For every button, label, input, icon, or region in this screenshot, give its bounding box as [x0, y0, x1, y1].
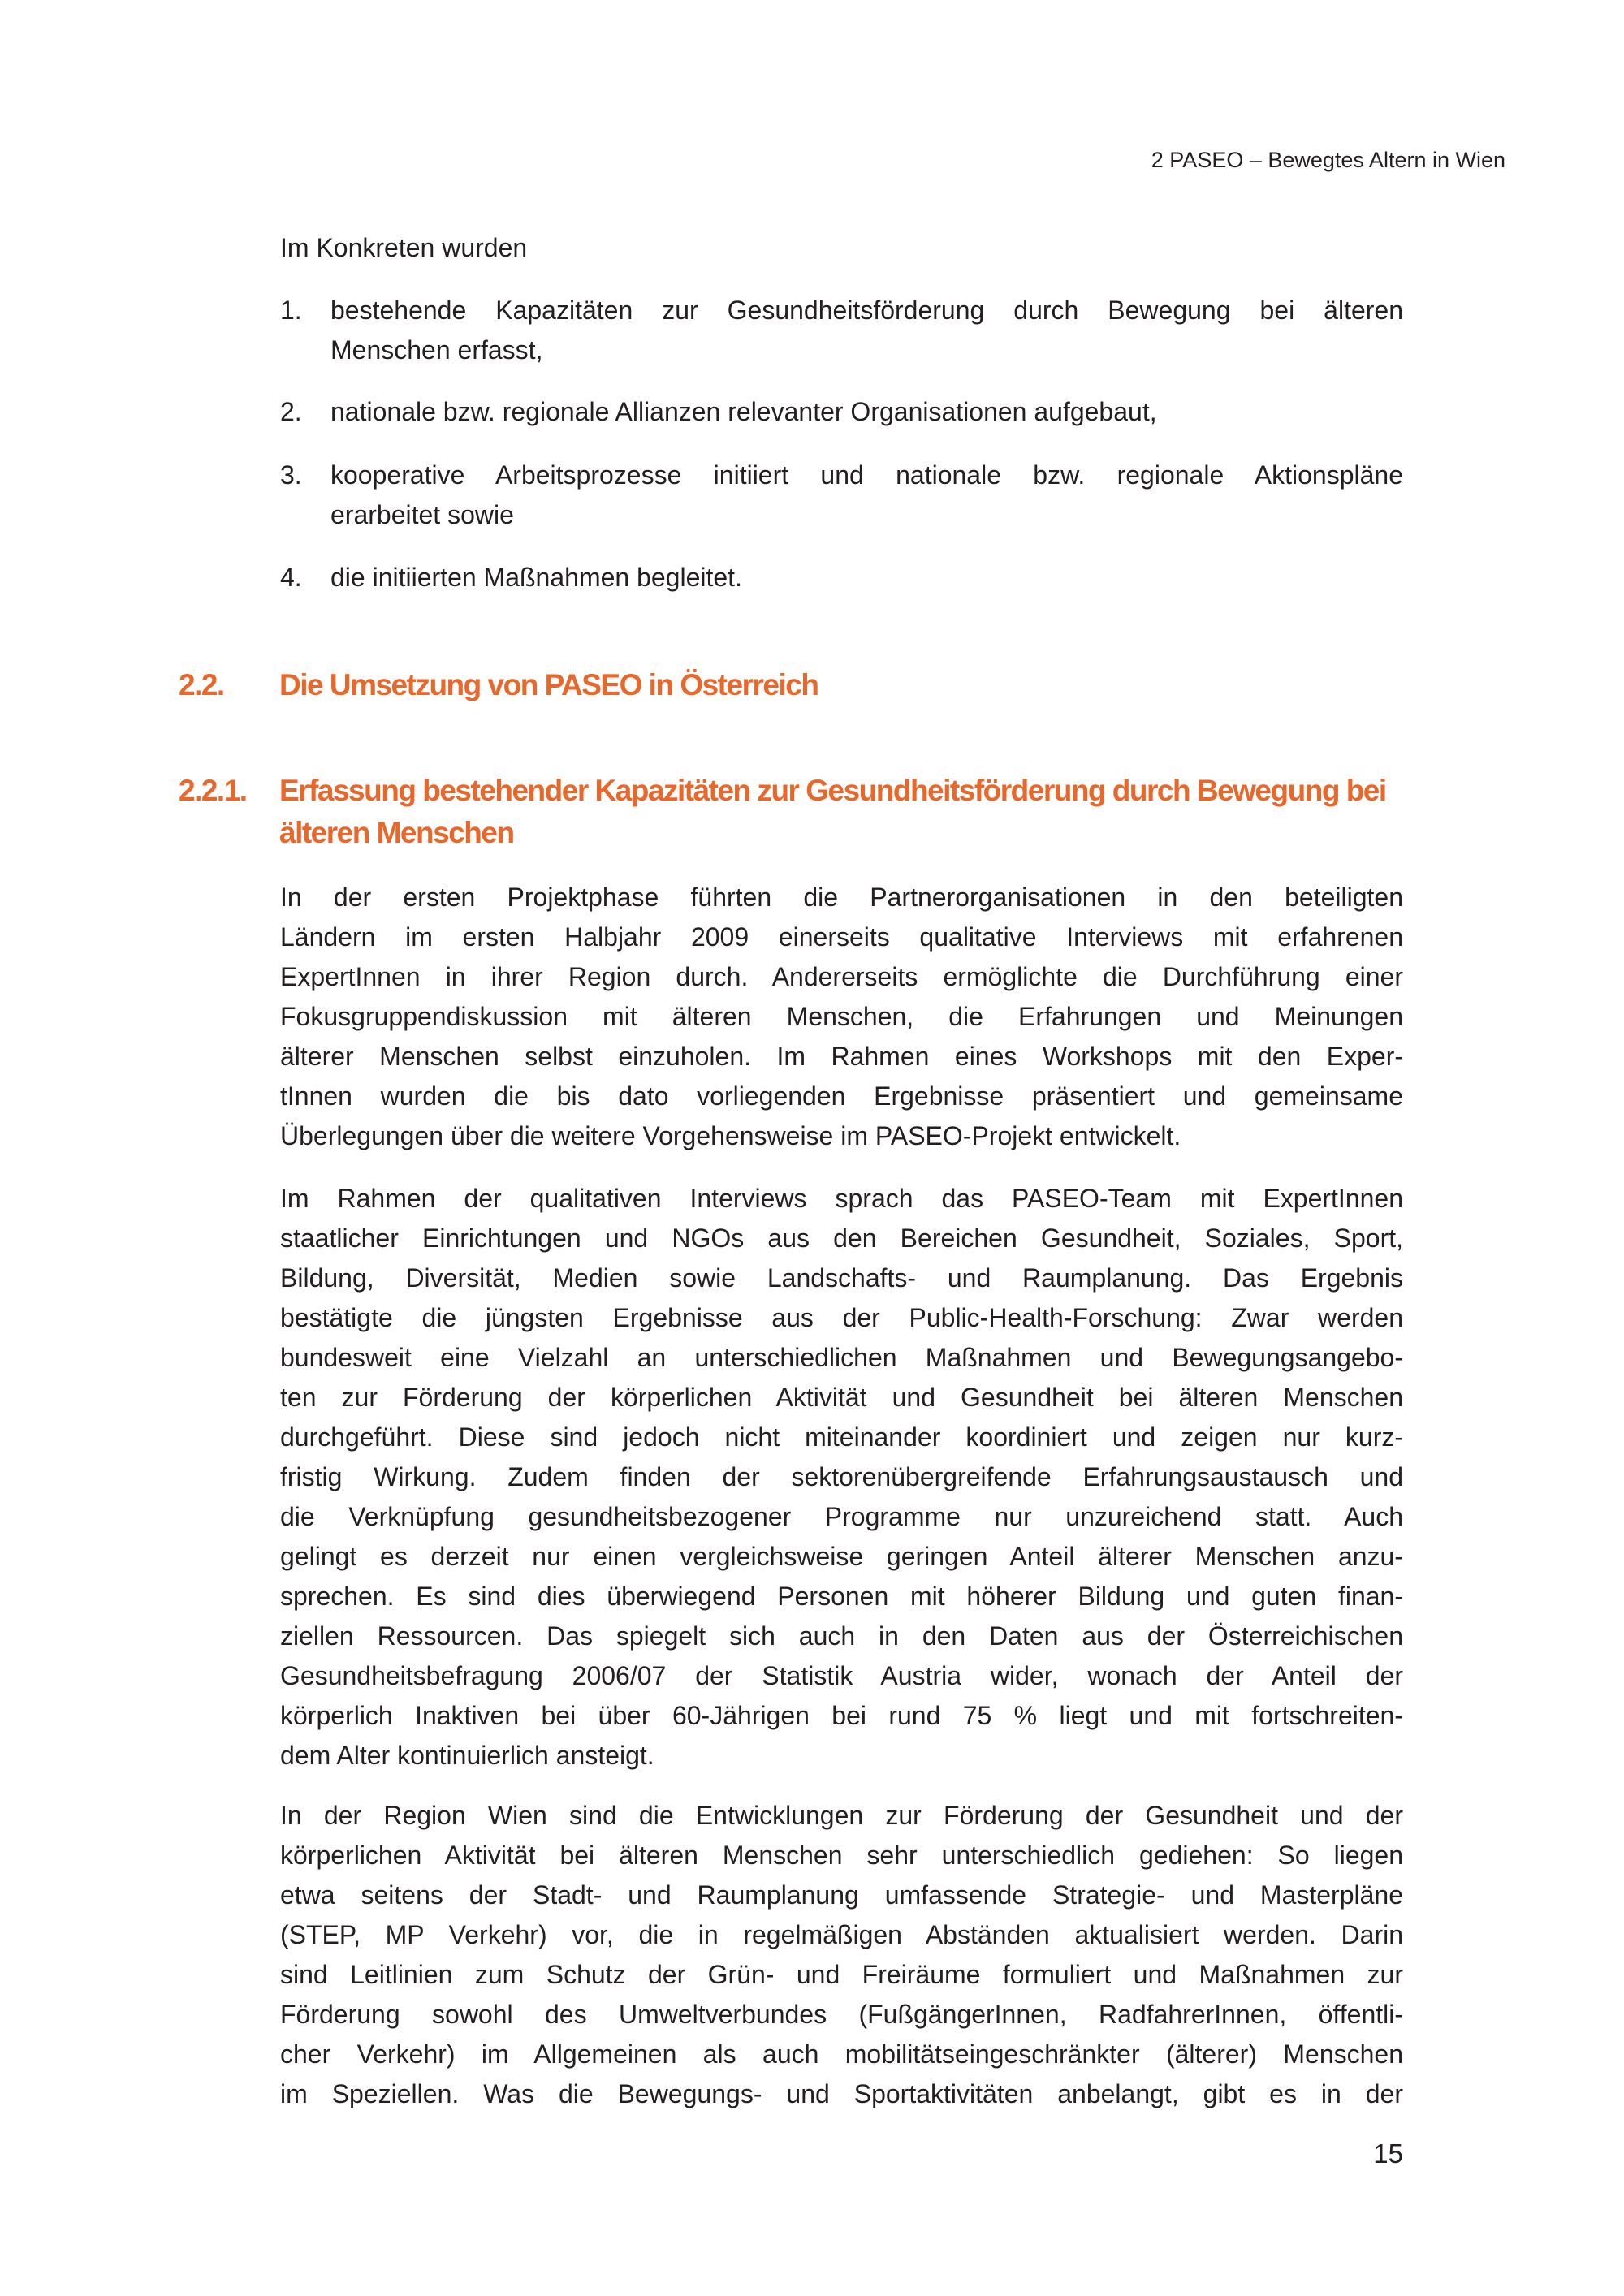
paragraph-line: Ländern im ersten Halbjahr 2009 einerseits qualitative Interviews mit erfahrenen — [280, 922, 1403, 952]
subsection-title-line: älteren Menschen — [279, 816, 514, 849]
list-number: 3. — [280, 460, 302, 490]
list-item — [280, 392, 1403, 432]
paragraph-line: In der Region Wien sind die Entwicklungen zur Förderung der Gesundheit und der — [280, 1801, 1403, 1830]
paragraph-line: In der ersten Projektphase führten die Partnerorganisationen in den beteiligten — [280, 883, 1403, 912]
paragraph — [280, 1179, 1403, 1776]
paragraph-line: Überlegungen über die weitere Vorgehensweise im PASEO-Projekt entwickelt. — [280, 1121, 1181, 1150]
paragraph-line: sprechen. Es sind dies überwiegend Personen mit höherer Bildung und guten finan- — [280, 1582, 1403, 1611]
paragraph-line: durchgeführt. Diese sind jedoch nicht miteinander koordiniert und zeigen nur kurz- — [280, 1422, 1403, 1452]
paragraph-line: dem Alter kontinuierlich ansteigt. — [280, 1741, 654, 1770]
paragraph-line: Gesundheitsbefragung 2006/07 der Statistik Austria wider, wonach der Anteil der — [280, 1661, 1403, 1690]
running-header: 2 PASEO – Bewegtes Altern in Wien — [1151, 148, 1505, 172]
paragraph-line: bundesweit eine Vielzahl an unterschiedlichen Maßnahmen und Bewegungsangebo- — [280, 1343, 1403, 1372]
paragraph-line: ExpertInnen in ihrer Region durch. Andererseits ermöglichte die Durchführung einer — [280, 962, 1403, 991]
paragraph — [280, 878, 1403, 1156]
paragraph-line: älterer Menschen selbst einzuholen. Im Rahmen eines Workshops mit den Exper- — [280, 1042, 1403, 1071]
list-item-line: Menschen erfasst, — [330, 335, 543, 365]
paragraph-line: sind Leitlinien zum Schutz der Grün- und Freiräume formuliert und Maßnahmen zur — [280, 1960, 1403, 1989]
page-number: 15 — [1373, 2138, 1403, 2169]
list-number: 1. — [280, 296, 302, 325]
list-item-line: kooperative Arbeitsprozesse initiiert und nationale bzw. regionale Aktionspläne — [330, 460, 1403, 490]
list-item — [280, 455, 1403, 535]
paragraph-line: ten zur Förderung der körperlichen Aktivität und Gesundheit bei älteren Menschen — [280, 1383, 1403, 1412]
list-item — [280, 291, 1403, 370]
paragraph-line: cher Verkehr) im Allgemeinen als auch mobilitätseingeschränkter (älterer) Menschen — [280, 2039, 1403, 2069]
paragraph-line: gelingt es derzeit nur einen vergleichsweise geringen Anteil älterer Menschen anzu- — [280, 1542, 1403, 1571]
paragraph-line: körperlich Inaktiven bei über 60-Jährigen bei rund 75 % liegt und mit fortschreiten- — [280, 1701, 1403, 1730]
intro-text: Im Konkreten wurden — [280, 233, 528, 262]
section-title: Die Umsetzung von PASEO in Österreich — [279, 668, 818, 701]
paragraph-line: körperlichen Aktivität bei älteren Menschen sehr unterschiedlich gediehen: So liegen — [280, 1841, 1403, 1870]
paragraph-line: Im Rahmen der qualitativen Interviews sprach das PASEO-Team mit ExpertInnen — [280, 1184, 1403, 1213]
list-number: 2. — [280, 397, 302, 426]
paragraph-line: staatlicher Einrichtungen und NGOs aus den Bereichen Gesundheit, Soziales, Sport, — [280, 1224, 1403, 1253]
paragraph-line: (STEP, MP Verkehr) vor, die in regelmäßigen Abständen aktualisiert werden. Darin — [280, 1920, 1403, 1949]
list-item-line: nationale bzw. regionale Allianzen relevanter Organisationen aufgebaut, — [330, 397, 1157, 426]
paragraph-line: im Speziellen. Was die Bewegungs- und Sportaktivitäten anbelangt, gibt es in der — [280, 2079, 1403, 2108]
subsection-title-line: Erfassung bestehender Kapazitäten zur Gesundheitsförderung durch Bewegung bei — [279, 774, 1386, 807]
paragraph — [280, 1796, 1403, 2114]
paragraph-line: Förderung sowohl des Umweltverbundes (FußgängerInnen, RadfahrerInnen, öffentli- — [280, 2000, 1403, 2029]
list-item-line: erarbeitet sowie — [330, 500, 514, 529]
paragraph-line: etwa seitens der Stadt- und Raumplanung umfassende Strategie- und Masterpläne — [280, 1880, 1403, 1910]
subsection-number: 2.2.1. — [179, 774, 247, 807]
paragraph-line: bestätigte die jüngsten Ergebnisse aus der Public-Health-Forschung: Zwar werden — [280, 1303, 1403, 1332]
section-number: 2.2. — [179, 668, 224, 701]
list-item-line: bestehende Kapazitäten zur Gesundheitsförderung durch Bewegung bei älteren — [330, 296, 1403, 325]
paragraph-line: die Verknüpfung gesundheitsbezogener Programme nur unzureichend statt. Auch — [280, 1502, 1403, 1531]
paragraph-line: fristig Wirkung. Zudem finden der sektorenübergreifende Erfahrungsaustausch und — [280, 1462, 1403, 1491]
paragraph-line: ziellen Ressourcen. Das spiegelt sich auch in den Daten aus der Österreichischen — [280, 1621, 1403, 1651]
paragraph-line: tInnen wurden die bis dato vorliegenden Ergebnisse präsentiert und gemeinsame — [280, 1081, 1403, 1111]
paragraph-line: Fokusgruppendiskussion mit älteren Menschen, die Erfahrungen und Meinungen — [280, 1002, 1403, 1031]
list-number: 4. — [280, 563, 302, 592]
list-item — [280, 558, 1403, 598]
list-item-line: die initiierten Maßnahmen begleitet. — [330, 563, 742, 592]
paragraph-line: Bildung, Diversität, Medien sowie Landschafts- und Raumplanung. Das Ergebnis — [280, 1263, 1403, 1293]
